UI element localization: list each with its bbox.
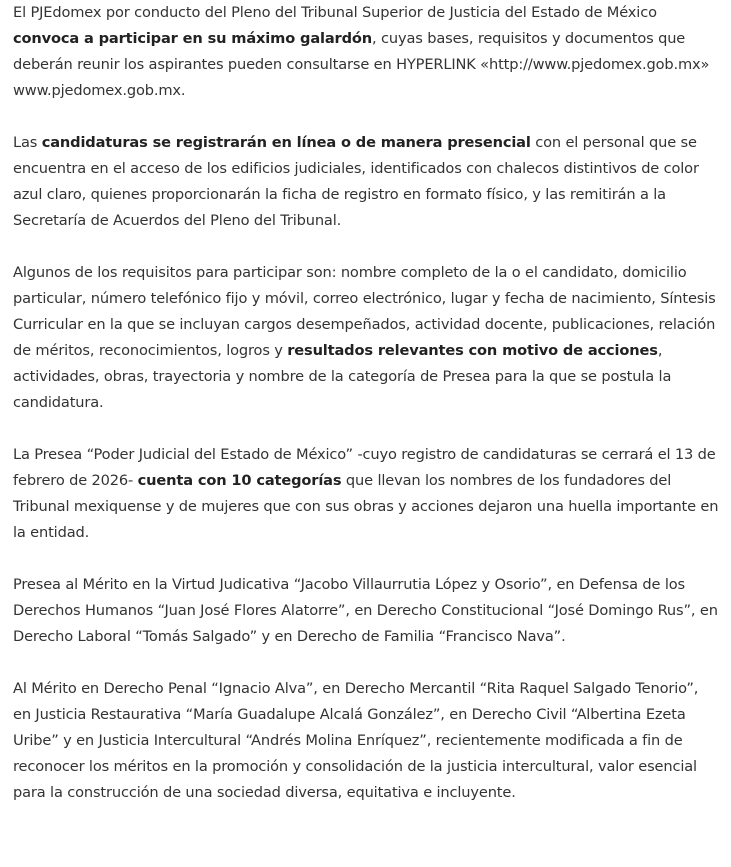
text-segment: Algunos de los requisitos para participar son: nombre completo de la o el candidato, domicilio particular, número telefónico fijo y móvil, correo electrónico, lugar y fecha de nacimiento, Síntesis Curricular en la que se incluyan cargos desempeñados, actividad docente, publicaciones, relación de méritos, reconocimientos, logros y [13, 264, 716, 359]
text-segment: que llevan los nombres de los fundadores del Tribunal mexiquense y de mujeres que con sus obras y acciones dejaron una huella importante en la entidad. [13, 472, 719, 541]
text-segment: con el personal que se encuentra en el acceso de los edificios judiciales, identificados con chalecos distintivos de color azul claro, quienes proporcionarán la ficha de registro en formato físico, y las remitirán a la Secretaría de Acuerdos del Pleno del Tribunal. [13, 134, 699, 229]
bold-text-segment: resultados relevantes con motivo de acciones [287, 342, 658, 359]
text-segment: , cuyas bases, requisitos y documentos que deberán reunir los aspirantes pueden consultarse en HYPERLINK «http://www.pjedomex.gob.mx» www.pjedomex.gob.mx. [13, 30, 710, 99]
bold-text-segment: candidaturas se registrarán en línea o de manera presencial [41, 134, 531, 151]
paragraph-categorias [13, 442, 719, 546]
text-segment: , actividades, obras, trayectoria y nombre de la categoría de Presea para la que se postula la candidatura. [13, 342, 672, 411]
paragraph-registro [13, 130, 719, 234]
paragraph-convocatoria [13, 0, 719, 104]
bold-text-segment: cuenta con 10 categorías [137, 472, 342, 489]
paragraph-preseas-part-1 [13, 572, 719, 650]
bold-text-segment: convoca a participar en su máximo galardón [13, 30, 373, 47]
text-segment: Al Mérito en Derecho Penal “Ignacio Alva”, en Derecho Mercantil “Rita Raquel Salgado Tenorio”, en Justicia Restaurativa “María Guadalupe Alcalá González”, en Derecho Civil “Albertina Ezeta Uribe” y en Justicia Intercultural “Andrés Molina Enríquez”, recientemente modificada a fin de reconocer los méritos en la promoción y consolidación de la justicia intercultural, valor esencial para la construcción de una sociedad diversa, equitativa e incluyente. [13, 680, 699, 801]
text-segment: Las [13, 134, 42, 151]
text-segment: El PJEdomex por conducto del Pleno del Tribunal Superior de Justicia del Estado de México [13, 4, 657, 21]
text-segment: La Presea “Poder Judicial del Estado de México” -cuyo registro de candidaturas se cerrará el 13 de febrero de 2026- [13, 446, 716, 489]
text-segment: Presea al Mérito en la Virtud Judicativa “Jacobo Villaurrutia López y Osorio”, en Defensa de los Derechos Humanos “Juan José Flores Alatorre”, en Derecho Constitucional “José Domingo Rus”, en Derecho Laboral “Tomás Salgado” y en Derecho de Familia “Francisco Nava”. [13, 576, 718, 645]
paragraph-requisitos [13, 260, 719, 416]
paragraph-preseas-part-2 [13, 676, 719, 806]
